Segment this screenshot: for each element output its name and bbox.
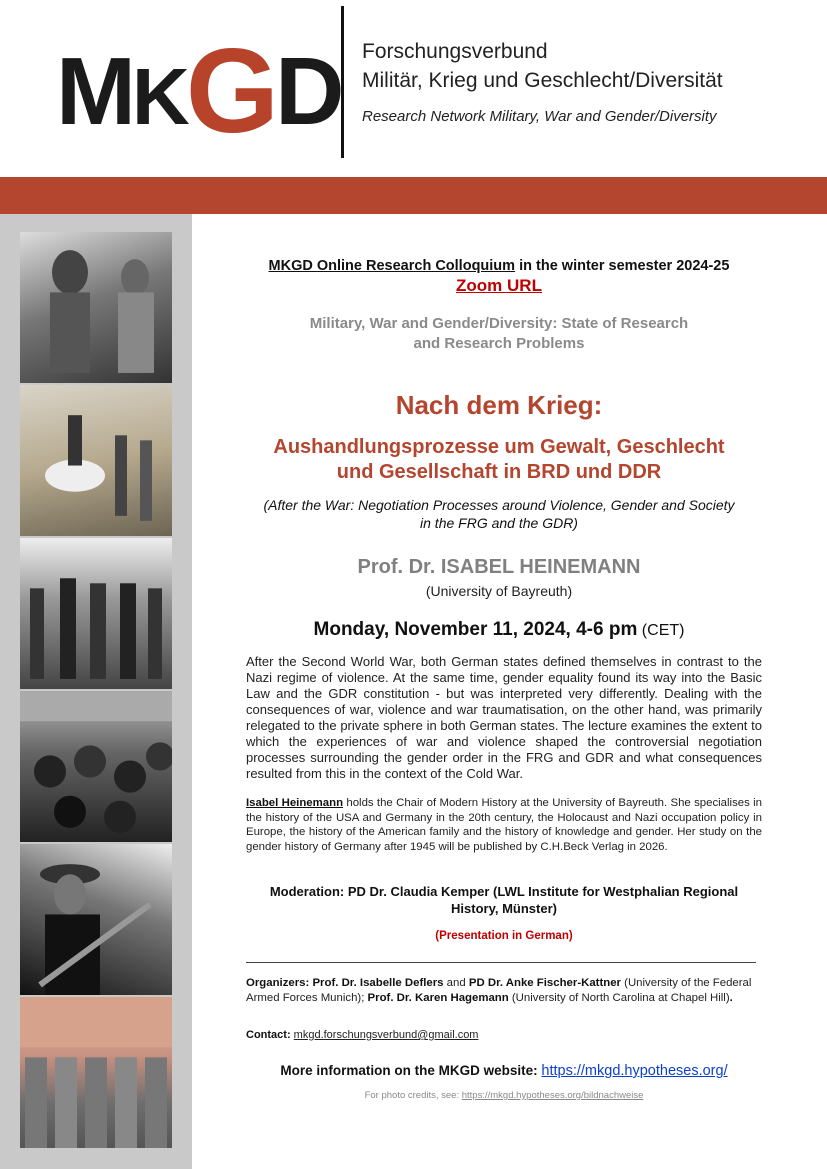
logo-letter-d: D xyxy=(275,38,341,145)
header-band xyxy=(0,177,827,214)
lecture-subtitle-line1: Aushandlungsprozesse um Gewalt, Geschlecht xyxy=(273,435,725,458)
photo-soldiers-helmets xyxy=(20,691,172,842)
organizers-end: . xyxy=(729,992,733,1005)
lecture-date xyxy=(232,619,766,641)
photo-collage xyxy=(20,232,172,1150)
speaker-bio xyxy=(246,796,762,854)
title-translation-line1: (After the War: Negotiation Processes around Violence, Gender and Society xyxy=(263,496,735,513)
lecture-title: Nach dem Krieg: xyxy=(395,389,603,420)
org-name-line1: Forschungsverbund xyxy=(362,40,548,63)
organizer-3: Prof. Dr. Karen Hagemann xyxy=(367,992,509,1005)
photo-female-soldiers-parade xyxy=(20,997,172,1148)
divider-line xyxy=(246,962,756,963)
series-topic-line1: Military, War and Gender/Diversity: State of Research xyxy=(309,315,689,332)
photo-female-fighter xyxy=(20,844,172,995)
contact-label: Contact: xyxy=(246,1029,291,1041)
speaker-name: Prof. Dr. ISABEL HEINEMANN xyxy=(357,556,641,579)
bio-text: holds the Chair of Modern History at the University of Bayreuth. She specialises in the history of the USA and Germany in the 20th century, the Holocaust and Nazi occupation policy in Europe, the history of the American family and the history of knowledge and gender. Her study on the gender history of Germany after 1945 will be published by C.H.Beck Verlag in 2026. xyxy=(246,797,762,853)
organizer-3-institution: (University of North Carolina at Chapel Hill) xyxy=(508,992,730,1005)
abstract: After the Second World War, both German states defined themselves in contrast to the Nazi regime of violence. At the same time, gender equality found its way into the Basic Law and the GDR constitution - but was interpreted very differently. Dealing with the consequences of war, violence and war traumatisation, on the other hand, was primarily relegated to the private sphere in both German states. The lecture examines the extent to which the experiences of war and violence shaped the controversial negotiation processes surrounding the gender order in the FRG and GDR and what consequences resulted from this in the context of the Cold War. xyxy=(246,654,762,781)
photo-colonial-soldiers xyxy=(20,538,172,689)
contact-email-link[interactable]: mkgd.forschungsverbund@gmail.com xyxy=(293,1029,479,1041)
lecture-timezone: (CET) xyxy=(637,622,685,640)
mkgd-logo xyxy=(56,24,341,158)
website-link[interactable]: https://mkgd.hypotheses.org/ xyxy=(541,1063,728,1079)
more-info xyxy=(246,1063,762,1079)
series-topic xyxy=(232,314,766,354)
org-name-english: Research Network Military, War and Gender/Diversity xyxy=(362,108,717,125)
organizer-2: PD Dr. Anke Fischer-Kattner xyxy=(468,977,621,989)
lecture-subtitle xyxy=(232,435,766,486)
header-divider xyxy=(341,6,344,158)
speaker-affiliation: (University of Bayreuth) xyxy=(425,583,573,600)
moderation: Moderation: PD Dr. Claudia Kemper (LWL Institute for Westphalian Regional History, Münster) xyxy=(269,884,739,916)
logo-letter-k: K xyxy=(131,52,186,141)
colloquium-semester: in the winter semester 2024-25 xyxy=(515,258,730,274)
photo-credits-label: For photo credits, see: xyxy=(364,1090,462,1101)
title-translation xyxy=(232,496,766,532)
logo-letter-g: G xyxy=(185,24,276,158)
series-topic-line2: and Research Problems xyxy=(413,334,585,352)
organizers-and: and xyxy=(443,977,469,989)
lecture-date-text: Monday, November 11, 2024, 4-6 pm xyxy=(313,619,638,641)
presentation-language: (Presentation in German) xyxy=(435,930,573,942)
organizer-2-institution: (University of the Federal Armed Forces Munich); xyxy=(246,977,752,1005)
colloquium-link[interactable]: MKGD Online Research Colloquium xyxy=(268,258,516,274)
organizers-label: Organizers: Prof. Dr. Isabelle Deflers xyxy=(246,977,444,989)
zoom-url-link[interactable]: Zoom URL xyxy=(456,276,542,295)
organizers xyxy=(246,976,762,1006)
photo-credits xyxy=(246,1090,762,1101)
org-name-line2: Militär, Krieg und Geschlecht/Diversität xyxy=(362,69,723,92)
photo-napoleon-troops xyxy=(20,385,172,536)
colloquium-line xyxy=(232,258,766,274)
announcement xyxy=(232,258,766,641)
logo-letter-m: M xyxy=(56,38,132,145)
photo-landsknecht-couple xyxy=(20,232,172,383)
title-translation-line2: in the FRG and the GDR) xyxy=(420,514,578,531)
contact xyxy=(246,1029,762,1041)
lecture-subtitle-line2: und Gesellschaft in BRD und DDR xyxy=(336,461,662,484)
more-info-label: More information on the MKGD website: xyxy=(280,1063,542,1078)
photo-credits-link[interactable]: https://mkgd.hypotheses.org/bildnachweise xyxy=(461,1090,644,1101)
bio-speaker-name: Isabel Heinemann xyxy=(246,797,344,809)
